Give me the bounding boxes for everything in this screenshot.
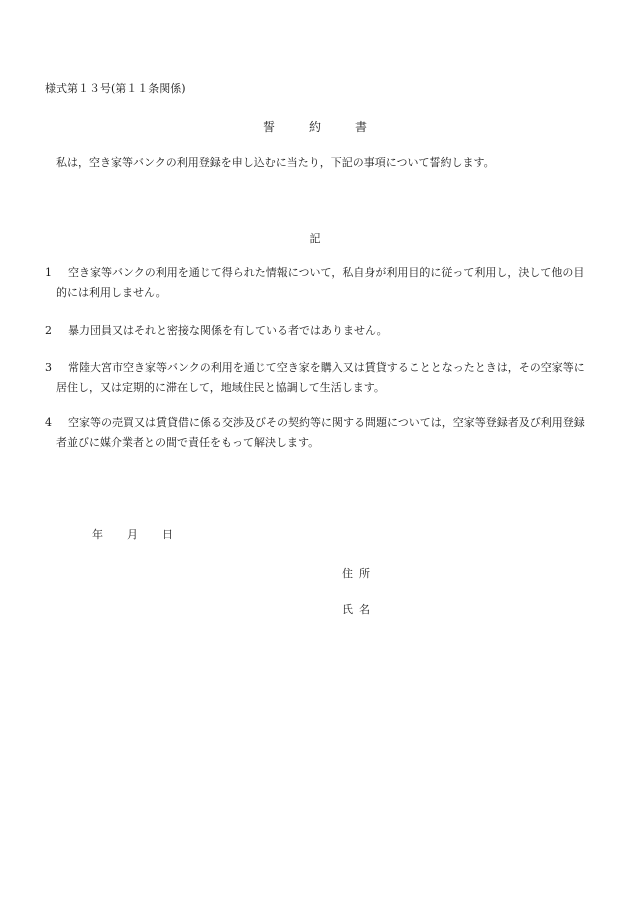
item-number: 3 (45, 361, 52, 374)
name-label-char: 名 (359, 603, 370, 616)
item-text: 空家等の売買又は賃貸借に係る交渉及びその契約等に関する問題については，空家等登録者及び利用登録者並びに媒介業者との間で責任をもって解決します。 (56, 416, 585, 449)
document-title (0, 121, 630, 133)
date-year-label: 年 (92, 528, 103, 541)
date-month-label: 月 (127, 528, 138, 541)
item-number: 2 (45, 324, 52, 337)
item-text: 空き家等バンクの利用を通じて得られた情報について，私自身が利用目的に従って利用し，決して他の目的には利用しません。 (56, 266, 585, 299)
form-number: 様式第１３号(第１１条関係) (45, 82, 186, 95)
title-char: 書 (355, 120, 368, 134)
item-text: 暴力団員又はそれと密接な関係を有している者ではありません。 (68, 324, 388, 337)
pledge-item-1 (45, 263, 590, 303)
pledge-item-3 (45, 358, 590, 398)
pledge-item-2 (45, 321, 590, 341)
date-line (92, 529, 173, 540)
item-number: 4 (45, 416, 52, 429)
item-text: 常陸大宮市空き家等バンクの利用を通じて空き家を購入又は賃貸することとなったときは，その空家等に居住し，又は定期的に滞在して，地域住民と協調して生活します。 (56, 361, 585, 394)
address-label-char: 所 (359, 567, 370, 580)
title-char: 誓 (262, 120, 275, 134)
item-number: 1 (45, 266, 52, 279)
name-label (342, 604, 376, 615)
date-day-label: 日 (162, 528, 173, 541)
ki-heading: 記 (309, 232, 321, 245)
intro-statement: 私は，空き家等バンクの利用登録を申し込むに当たり，下記の事項について誓約します。 (56, 156, 495, 169)
address-label-char: 住 (342, 567, 353, 580)
address-label (342, 568, 376, 579)
name-label-char: 氏 (342, 603, 353, 616)
pledge-item-4 (45, 413, 590, 453)
title-char: 約 (308, 120, 321, 134)
